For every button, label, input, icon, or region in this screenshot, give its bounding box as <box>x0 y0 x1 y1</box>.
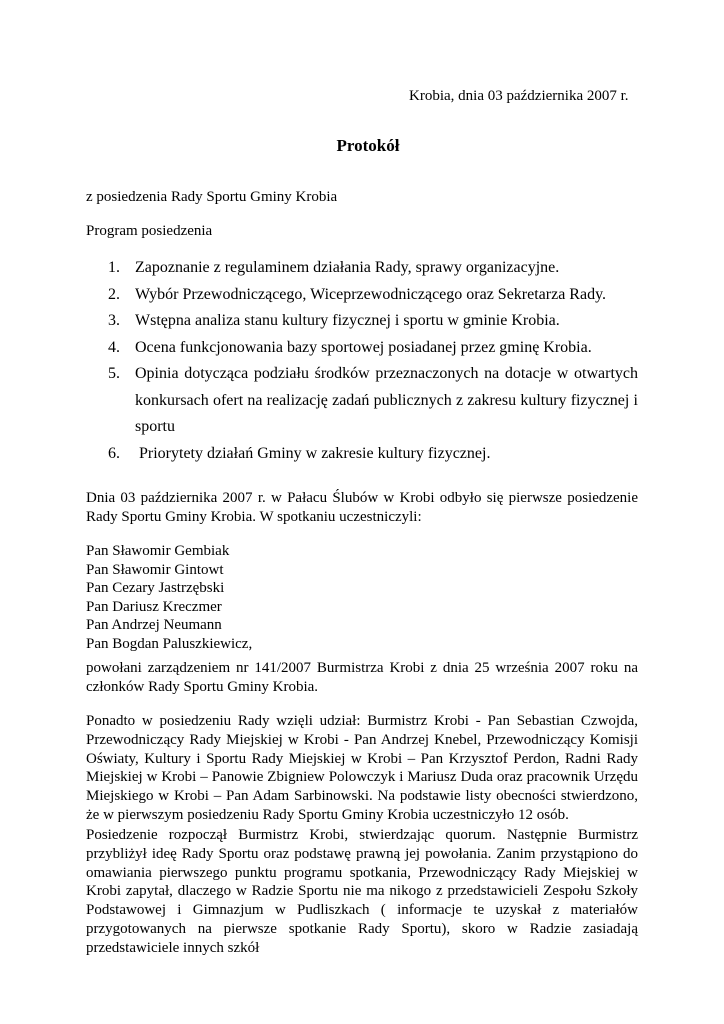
agenda-item-number: 3. <box>108 312 120 329</box>
agenda-item-number: 4. <box>108 338 120 356</box>
agenda-item-text: Wybór Przewodniczącego, Wiceprzewodniczącego oraz Sekretarza Rady. <box>135 285 607 303</box>
agenda-item-number: 1. <box>108 259 120 276</box>
paragraph-opening: Posiedzenie rozpoczął Burmistrz Krobi, stwierdzając quorum. Następnie Burmistrz przybliżył ideę Rady Sportu oraz podstawę prawną jej powołania. Zanim przystąpiono do omawiania pierwszego punktu programu spotkania, Przewodniczący Rady Miejskiej w Krobi zapytał, dlaczego w Radzie Sportu nie ma nikogo z przedstawicieli Zespołu Szkoły Podstawowej i Gimnazjum w Pudliszkach ( informacje te uzyskał z materiałów przygotowanych na pierwsze spotkanie Rady Sportu), skoro w Radzie zasiadają przedstawiciele innych szkół <box>86 827 638 956</box>
agenda-item <box>108 282 638 309</box>
agenda-item <box>108 335 638 362</box>
document-subtitle: z posiedzenia Rady Sportu Gminy Krobia <box>86 189 338 205</box>
paragraph-appointment: powołani zarządzeniem nr 141/2007 Burmistrza Krobi z dnia 25 września 2007 roku na członków Rady Sportu Gminy Krobia. <box>86 660 638 695</box>
agenda-item-text: Priorytety działań Gminy w zakresie kultury fizycznej. <box>139 444 491 462</box>
program-label: Program posiedzenia <box>86 223 213 239</box>
agenda-item-text: Opinia dotycząca podziału środków przeznaczonych na dotacje w otwartych konkursach ofert na realizację zadań publicznych z zakresu kultury fizycznej i sportu <box>135 365 638 435</box>
agenda-list <box>108 255 638 467</box>
paragraph-attendees: Ponadto w posiedzeniu Rady wzięli udział: Burmistrz Krobi - Pan Sebastian Czwojda, Przewodniczący Rady Miejskiej w Krobi - Pan Andrzej Knebel, Przewodniczący Komisji Oświaty, Kultury i Sportu Rady Miejskiej w Krobi – Pan Krzysztof Perdon, Radni Rady Miejskiej w Krobi – Panowie Zbigniew Polowczyk i Mariusz Duda oraz pracownik Urzędu Miejskiego w Krobi – Pan Adam Sarbinowski. Na podstawie listy obecności stwierdzono, że w pierwszym posiedzeniu Rady Sportu Gminy Krobia uczestniczyło 12 osób. <box>86 713 638 823</box>
agenda-item-number: 2. <box>108 285 120 303</box>
agenda-item <box>108 441 638 468</box>
paragraph-meeting-intro: Dnia 03 października 2007 r. w Pałacu Ślubów w Krobi odbyło się pierwsze posiedzenie Rady Sportu Gminy Krobia. W spotkaniu uczestniczyli: <box>86 490 638 525</box>
member-name: Pan Andrzej Neumann <box>86 617 222 634</box>
agenda-item <box>108 255 638 282</box>
members-list <box>86 542 252 654</box>
member-name: Pan Sławomir Gintowt <box>86 561 224 578</box>
agenda-item-number: 6. <box>108 444 120 462</box>
member-name: Pan Dariusz Kreczmer <box>86 598 222 615</box>
agenda-item-text: Ocena funkcjonowania bazy sportowej posiadanej przez gminę Krobia. <box>135 338 592 356</box>
agenda-item-text: Wstępna analiza stanu kultury fizycznej i sportu w gminie Krobia. <box>135 312 560 329</box>
agenda-item-number: 5. <box>108 365 120 382</box>
document-title: Protokół <box>336 136 400 155</box>
agenda-item <box>108 361 638 441</box>
agenda-item-text: Zapoznanie z regulaminem działania Rady, sprawy organizacyjne. <box>135 259 560 276</box>
member-name: Pan Bogdan Paluszkiewicz, <box>86 635 253 652</box>
agenda-item <box>108 308 638 335</box>
member-name: Pan Cezary Jastrzębski <box>86 580 225 597</box>
member-name: Pan Sławomir Gembiak <box>86 543 230 559</box>
document-date: Krobia, dnia 03 października 2007 r. <box>409 88 629 104</box>
